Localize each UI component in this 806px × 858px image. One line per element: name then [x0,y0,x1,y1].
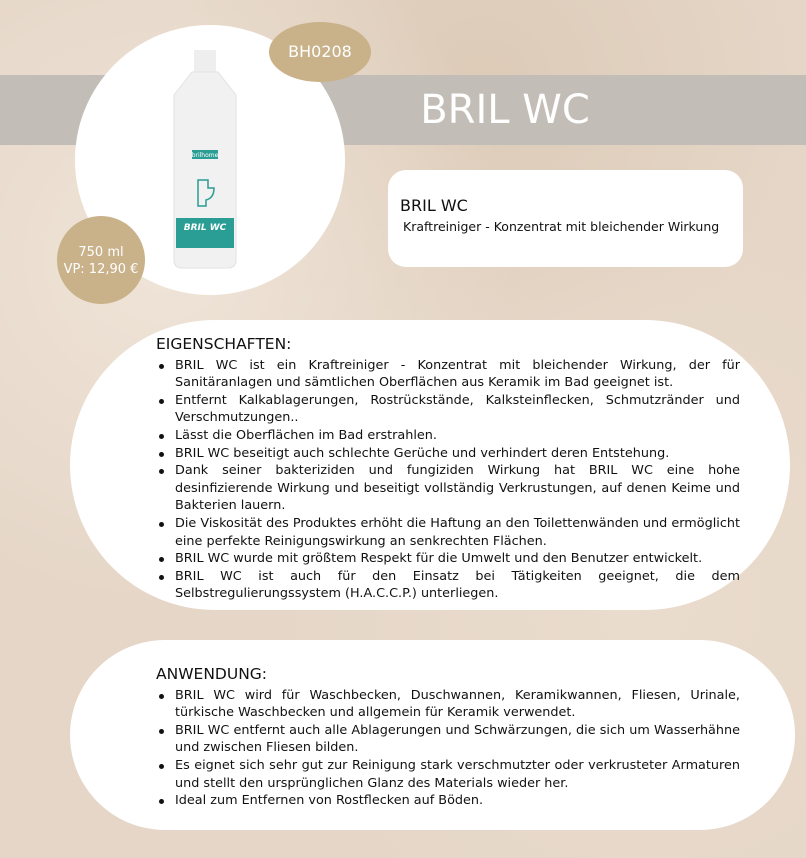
list-item: Lässt die Oberflächen im Bad erstrahlen. [158,427,740,445]
list-item: BRIL WC ist ein Kraftreiniger - Konzentrat mit bleichender Wirkung, der für Sanitäranlagen und sämtlichen Oberflächen aus Keramik im Bad geeignet ist. [158,357,740,392]
price: VP: 12,90 € [63,262,139,277]
product-info-box [388,170,743,267]
list-item: Ideal zum Entfernen von Rostflecken auf Böden. [158,792,740,810]
list-item: Entfernt Kalkablagerungen, Rostrückstände, Kalksteinflecken, Schmutzränder und Verschmutzungen.. [158,392,740,427]
bottle-image [170,50,240,270]
usage-section [70,640,795,830]
page-title: BRIL WC [420,87,590,133]
list-item: Es eignet sich sehr gut zur Reinigung stark verschmutzter oder verkrusteter Armaturen und stellt den ursprünglichen Glanz des Materials wieder her. [158,757,740,792]
properties-heading: EIGENSCHAFTEN: [156,335,292,353]
list-item: Dank seiner bakteriziden und fungiziden Wirkung hat BRIL WC eine hohe desinfizierende Wirkung und beseitigt vollständig Verkrustungen, auf denen Keime und Bakterien lauern. [158,462,740,515]
list-item: BRIL WC beseitigt auch schlechte Gerüche und verhindert deren Entstehung. [158,445,740,463]
list-item: BRIL WC wird für Waschbecken, Duschwannen, Keramikwannen, Fliesen, Urinale, türkische Waschbecken und allgemein für Keramik verwendet. [158,687,740,722]
product-name: BRIL WC [400,196,468,215]
product-code-badge: BH0208 [269,22,371,82]
list-item: BRIL WC entfernt auch alle Ablagerungen und Schwärzungen, die sich um Wasserhähne und zwischen Fliesen bilden. [158,722,740,757]
brand-logo: brilhome [191,152,219,159]
product-subtitle: Kraftreiniger - Konzentrat mit bleichender Wirkung [403,219,720,234]
properties-section [70,320,790,610]
list-item: BRIL WC ist auch für den Einsatz bei Tätigkeiten geeignet, die dem Selbstregulierungssystem (H.A.C.C.P.) unterliegen. [158,568,740,603]
list-item: Die Viskosität des Produktes erhöht die Haftung an den Toilettenwänden und ermöglicht eine perfekte Reinigungswirkung an senkrechten Flächen. [158,515,740,550]
list-item: BRIL WC wurde mit größtem Respekt für die Umwelt und den Benutzer entwickelt. [158,550,740,568]
bottle-label: BRIL WC [183,223,227,233]
usage-heading: ANWENDUNG: [156,665,268,683]
price-badge [57,216,145,304]
volume: 750 ml [78,245,124,260]
